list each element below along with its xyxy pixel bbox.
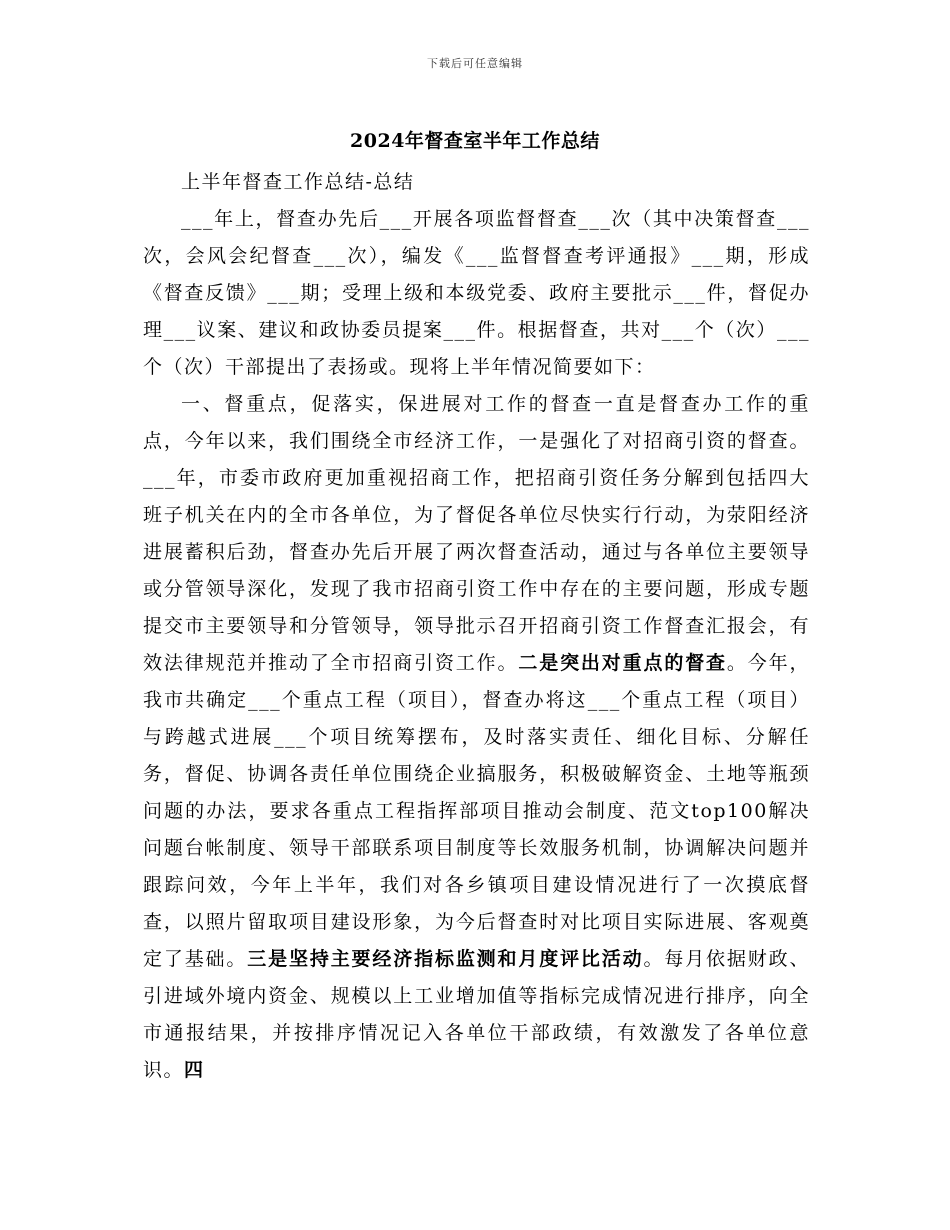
paragraph-2-bold-3: 四 xyxy=(184,1059,205,1081)
document-title: 2024年督查室半年工作总结 xyxy=(350,130,600,152)
paragraph-2-text-1: 一、督重点，促落实，保进展对工作的督查一直是督查办工作的重点，今年以来，我们围绕全市经济工作，一是强化了对招商引资的督查。___年，市委市政府更加重视招商工作，把招商引资任务分解到包括四大班子机关在内的全市各单位，为了督促各单位尽快实行行动，为荥阳经济进展蓄积后劲，督查办先后开展了两次督查活动，通过与各单位主要领导或分管领导深化，发现了我市招商引资工作中存在的主要问题，形成专题提交市主要领导和分管领导，领导批示召开招商引资工作督查汇报会，有效法律规范并推动了全市招商引资工作。 xyxy=(143,393,810,674)
paragraph-1: ___年上，督查办先后___开展各项监督督查___次（其中决策督查___次，会风会纪督查___次），编发《___监督督查考评通报》___期，形成《督查反馈》___期；受理上级和本级党委、政府主要批示___件，督促办理___议案、建议和政协委员提案___件。根据督查，共对___个（次）___个（次）干部提出了表扬或。现将上半年情况简要如下： xyxy=(143,208,810,378)
document-subtitle: 上半年督查工作总结-总结 xyxy=(181,171,415,193)
paragraph-2-bold-2: 三是坚持主要经济指标监测和月度评比活动 xyxy=(247,948,644,970)
paragraph-2-text-2: 。今年，我市共确定___个重点工程（项目），督查办将这___个重点工程（项目）与跨越式进展___个项目统筹摆布，及时落实责任、细化目标、分解任务，督促、协调各责任单位围绕企业搞服务，积极破解资金、土地等瓶颈问题的办法，要求各重点工程指挥部项目推动会制度、范文top100解决问题台帐制度、领导干部联系项目制度等长效服务机制，协调解决问题并跟踪问效，今年上半年，我们对各乡镇项目建设情况进行了一次摸底督查，以照片留取项目建设形象，为今后督查时对比项目实际进展、客观奠定了基础。 xyxy=(143,652,810,970)
header-note: 下载后可任意编辑 xyxy=(427,57,523,70)
paragraph-2-text-3: 。每月依据财政、引进域外境内资金、规模以上工业增加值等指标完成情况进行排序，向全市通报结果，并按排序情况记入各单位干部政绩，有效激发了各单位意识。 xyxy=(143,948,810,1081)
document-body xyxy=(143,164,810,1089)
paragraph-2 xyxy=(143,386,810,1089)
paragraph-2-bold-1: 二是突出对重点的督查 xyxy=(518,652,727,674)
